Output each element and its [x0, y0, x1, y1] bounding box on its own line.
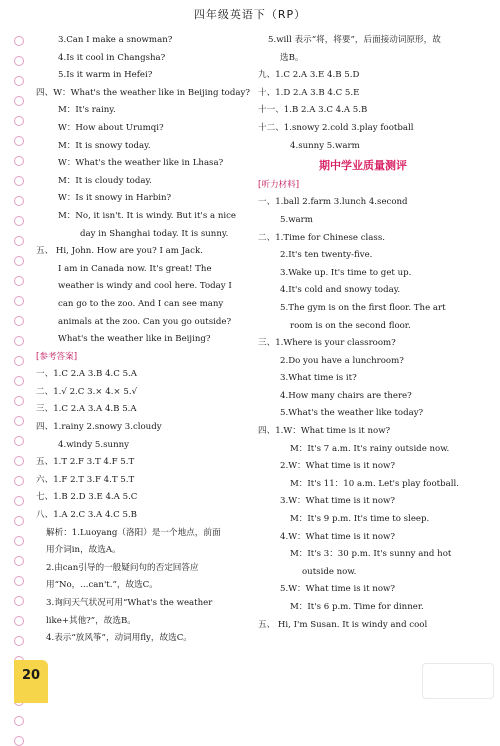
text-line: outside now. — [302, 566, 357, 577]
text-line: 四、W：What's the weather like in Beijing today? — [36, 87, 250, 98]
text-line: can go to the zoo. And I can see many — [58, 298, 224, 309]
text-line: 十一、1.B 2.A 3.C 4.A 5.B — [258, 105, 368, 116]
text-line: What's the weather like in Beijing? — [58, 334, 211, 345]
text-line: 4.It's cold and snowy today. — [280, 285, 401, 296]
text-line: 用“No，...can't.”，故选C。 — [46, 580, 158, 591]
text-line: M：It's 11：10 a.m. Let's play football. — [290, 478, 459, 489]
section-label: [听力材料] — [258, 179, 300, 190]
text-line: 六、1.F 2.T 3.F 4.T 5.T — [36, 474, 135, 485]
text-line: 三、1.Where is your classroom? — [258, 338, 396, 349]
text-line: 五、1.T 2.F 3.T 4.F 5.T — [36, 457, 135, 468]
text-line: 2.It's ten twenty-five. — [280, 250, 373, 261]
text-line: 八、1.A 2.C 3.A 4.C 5.B — [36, 510, 137, 521]
text-line: 五、 Hi, John. How are you? I am Jack. — [36, 246, 203, 257]
text-line: W：What's the weather like in Lhasa? — [58, 158, 224, 169]
text-line: 3.What time is it? — [280, 373, 357, 384]
text-line: 四、1.W：What time is it now? — [258, 426, 391, 437]
text-line: 4.How many chairs are there? — [280, 390, 412, 401]
watermark-logo — [422, 663, 494, 699]
text-line: W：How about Urumqi? — [58, 122, 164, 133]
text-line: M：It is snowy today. — [58, 140, 151, 151]
text-line: 5.Is it warm in Hefei? — [58, 70, 153, 81]
text-line: M：It is cloudy today. — [58, 175, 152, 186]
text-line: day in Shanghai today. It is sunny. — [80, 228, 229, 239]
text-line: 三、1.C 2.A 3.A 4.B 5.A — [36, 404, 137, 415]
text-line: 4.表示“放风筝”，动词用fly，故选C。 — [46, 633, 192, 644]
text-line: 4.Is it cool in Changsha? — [58, 52, 166, 63]
text-line: 解析：1.Luoyang（洛阳）是一个地点，前面 — [46, 527, 221, 538]
text-line: 5.W：What time is it now? — [280, 584, 395, 595]
section-label: [参考答案] — [36, 351, 78, 362]
text-line: 5.warm — [280, 214, 313, 225]
text-line: M：It's 7 a.m. It's rainy outside now. — [290, 443, 450, 454]
text-line: 一、1.C 2.A 3.B 4.C 5.A — [36, 369, 137, 380]
text-line: room is on the second floor. — [290, 320, 411, 331]
text-line: M：It's 3：30 p.m. It's sunny and hot — [290, 549, 452, 560]
text-line: 选B。 — [280, 52, 304, 63]
text-line: 3.询问天气状况可用“What's the weather — [46, 598, 213, 608]
text-line: M：No, it isn't. It is windy. But it's a nice — [58, 210, 237, 221]
text-line: 一、1.ball 2.farm 3.lunch 4.second — [258, 197, 408, 208]
text-line: 七、1.B 2.D 3.E 4.A 5.C — [36, 492, 138, 503]
page-number: 20 — [21, 668, 41, 683]
text-line: like+其他?”，故选B。 — [46, 615, 136, 626]
text-line: M：It's 6 p.m. Time for dinner. — [290, 602, 424, 612]
text-line: animals at the zoo. Can you go outside? — [58, 316, 232, 327]
text-line: M：It's rainy. — [58, 105, 116, 116]
section-title: 期中学业质量测评 — [319, 159, 407, 173]
left-column — [36, 32, 258, 648]
text-line: 3.W：What time is it now? — [280, 496, 395, 507]
text-line: 用介词in，故选A。 — [46, 545, 121, 556]
text-line: 5.What's the weather like today? — [280, 408, 424, 419]
text-line: I am in Canada now. It's great! The — [58, 263, 212, 274]
text-line: 九、1.C 2.A 3.E 4.B 5.D — [258, 70, 360, 81]
text-line: 3.Can I make a snowman? — [58, 35, 173, 45]
text-line: weather is windy and cool here. Today I — [58, 281, 232, 292]
text-line: W：Is it snowy in Harbin? — [58, 193, 172, 204]
text-line: 4.windy 5.sunny — [58, 439, 129, 450]
text-line: 4.sunny 5.warm — [290, 140, 360, 151]
text-line: 五、 Hi, I'm Susan. It is windy and cool — [258, 619, 428, 630]
text-line: 5.will 表示“将，将要”，后面接动词原形，故 — [268, 35, 441, 45]
text-line: 十、1.D 2.A 3.B 4.C 5.E — [258, 87, 360, 98]
text-line: 2.W：What time is it now? — [280, 461, 395, 472]
text-line: 二、1.√ 2.C 3.× 4.× 5.√ — [36, 386, 138, 397]
text-line: 2.由can引导的一般疑问句的否定回答应 — [46, 562, 199, 573]
binding-rings — [14, 36, 24, 656]
right-column — [258, 32, 468, 634]
text-line: M：It's 9 p.m. It's time to sleep. — [290, 514, 430, 525]
text-line: 十二、1.snowy 2.cold 3.play football — [258, 122, 414, 133]
text-line: 3.Wake up. It's time to get up. — [280, 267, 412, 278]
page-header: 四年级英语下（RP） — [193, 8, 307, 21]
text-line: 4.W：What time is it now? — [280, 531, 395, 542]
text-line: 二、1.Time for Chinese class. — [258, 232, 385, 243]
text-line: 2.Do you have a lunchroom? — [280, 355, 404, 366]
text-line: 四、1.rainy 2.snowy 3.cloudy — [36, 422, 162, 433]
text-line: 5.The gym is on the first floor. The art — [280, 302, 446, 313]
